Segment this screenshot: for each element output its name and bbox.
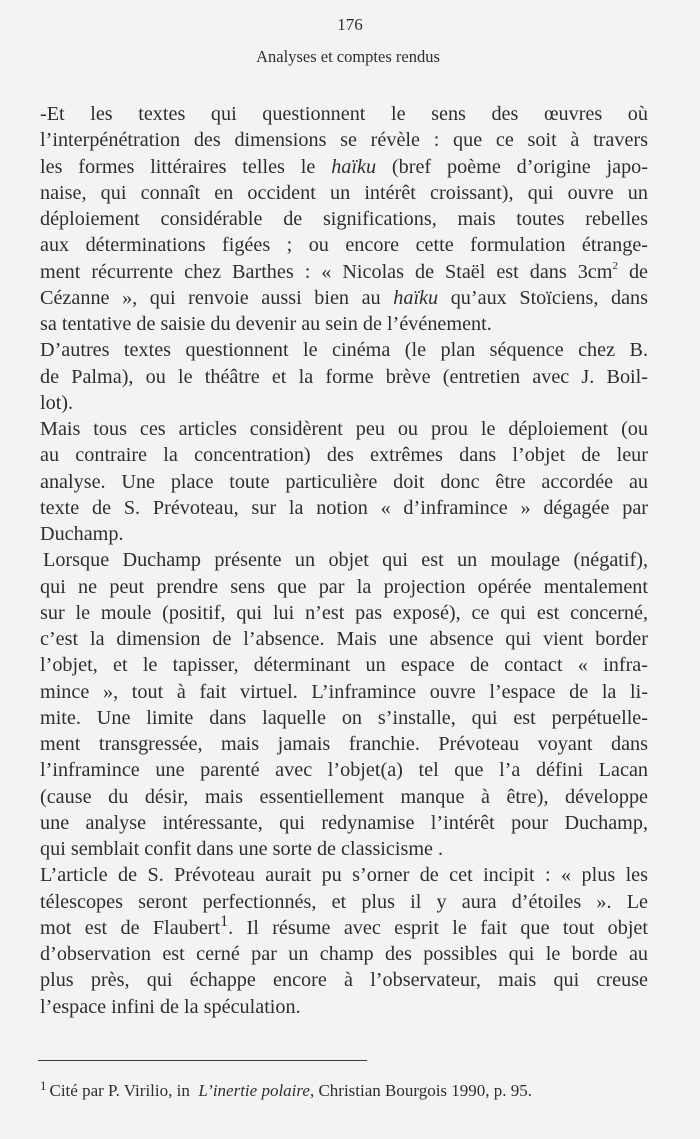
text-line (40, 652, 648, 678)
footnote (40, 1080, 660, 1102)
text-segment: L’article de S. Prévoteau aurait pu s’orner de cet incipit : « plus les (40, 864, 648, 887)
footnote-marker: 1 (40, 1078, 47, 1093)
text-segment: qui semblait confit dans une sorte de classicisme . (40, 838, 444, 860)
text-segment: Lorsque Duchamp présente un objet qui est un moulage (négatif), (43, 549, 648, 572)
footnote-book-title: L’inertie polaire (198, 1081, 310, 1100)
text-line (40, 889, 648, 915)
text-segment: lot). (40, 391, 74, 414)
body-text (40, 101, 648, 1020)
superscript: 2 (612, 259, 618, 272)
text-segment: qu’aux Stoïciens, dans (438, 286, 648, 309)
text-line (40, 206, 648, 232)
text-segment: mot est de Flaubert (40, 916, 221, 939)
text-line (40, 311, 648, 337)
running-head: Analyses et comptes rendus (256, 47, 440, 66)
text-segment: l’espace infini de la spéculation. (40, 995, 301, 1018)
text-line (40, 285, 648, 311)
text-segment: l’inframince une parenté avec l’objet(a) tel que l’a défini Lacan (40, 759, 648, 782)
text-line (40, 337, 648, 363)
text-line (40, 127, 648, 153)
text-line (40, 232, 648, 258)
text-segment: D’autres textes questionnent le cinéma (le plan séquence chez B. (40, 339, 648, 362)
text-segment: de (617, 260, 648, 283)
text-segment: texte de S. Prévoteau, sur la notion « d’inframince » dégagée par (40, 496, 648, 519)
italic-term: haïku (331, 155, 377, 178)
text-line (40, 547, 648, 573)
text-segment: . Il résume avec esprit le fait que tout objet (228, 916, 648, 939)
text-line (40, 757, 648, 783)
text-line (40, 180, 648, 206)
text-segment: (bref poème d’origine japo- (376, 155, 648, 178)
text-line (40, 626, 648, 652)
text-segment: plus près, qui échappe encore à l’observateur, mais qui creuse (40, 969, 648, 992)
footnote-reference: 1 (220, 912, 229, 930)
text-segment: analyse. Une place toute particulière doit donc être accordée au (40, 470, 648, 493)
text-segment: Cézanne », qui renvoie aussi bien au (40, 286, 394, 309)
text-line (40, 154, 648, 180)
text-segment: les formes littéraires telles le (40, 155, 332, 178)
text-segment: ment transgressée, mais jamais franchie. Prévoteau voyant dans (40, 733, 648, 755)
text-line (40, 967, 648, 993)
text-line (40, 600, 648, 626)
text-line (40, 364, 648, 390)
text-segment: télescopes seront perfectionnés, et plus il y aura d’étoiles ». Le (40, 890, 648, 913)
text-line (40, 390, 648, 416)
text-segment: c’est la dimension de l’absence. Mais une absence qui vient border (40, 628, 648, 650)
text-line (40, 912, 648, 941)
text-line (40, 810, 648, 836)
footnote-text-after: , Christian Bourgois 1990, p. 95. (309, 1081, 533, 1100)
footnote-separator (38, 1060, 367, 1061)
text-segment: qui ne peut prendre sens que par la projection opérée mentalement (40, 575, 648, 598)
text-segment: au contraire la concentration) des extrêmes dans l’objet de leur (40, 444, 648, 467)
text-segment: aux déterminations figées ; ou encore cette formulation étrange- (40, 234, 648, 257)
text-segment: ment récurrente chez Barthes : « Nicolas de Staël est dans 3cm (40, 260, 613, 283)
page-number: 176 (337, 15, 363, 34)
text-segment: l’interpénétration des dimensions se révèle : que ce soit à travers (40, 129, 648, 152)
text-line (40, 679, 648, 705)
text-segment: Mais tous ces articles considèrent peu ou prou le déploiement (ou (40, 418, 648, 440)
text-line (40, 101, 648, 127)
text-segment: sa tentative de saisie du devenir au sein de l’événement. (40, 313, 492, 335)
text-segment: une analyse intéressante, qui redynamise l’intérêt pour Duchamp, (40, 811, 648, 834)
text-line (40, 574, 648, 600)
text-line (40, 442, 648, 468)
text-segment: déploiement considérable de significations, mais toutes rebelles (40, 208, 648, 230)
text-line (40, 941, 648, 967)
text-segment: sur le moule (positif, qui lui n’est pas exposé), ce qui est concerné, (40, 601, 648, 624)
text-line (40, 836, 648, 862)
text-segment: -Et les textes qui questionnent le sens des œuvres où (40, 103, 648, 125)
text-line (40, 862, 648, 888)
text-segment: mince », tout à fait virtuel. L’inframince ouvre l’espace de la li- (40, 680, 648, 703)
text-line (40, 416, 648, 442)
text-line (40, 495, 648, 521)
text-line (40, 994, 648, 1020)
italic-term: haïku (393, 286, 439, 309)
footnote-text-before: Cité par P. Virilio, in (49, 1081, 199, 1100)
text-line (40, 259, 648, 285)
text-segment: (cause du désir, mais essentiellement manque à être), développe (40, 785, 648, 808)
text-segment: naise, qui connaît en occident un intérêt croissant), qui ouvre un (40, 181, 648, 204)
text-segment: l’objet, et le tapisser, déterminant un espace de contact « infra- (40, 654, 648, 677)
text-line (40, 521, 648, 547)
text-line (40, 469, 648, 495)
text-line (40, 705, 648, 731)
text-segment: mite. Une limite dans laquelle on s’installe, qui est perpétuelle- (40, 706, 648, 729)
text-segment: de Palma), ou le théâtre et la forme brève (entretien avec J. Boil- (40, 365, 648, 388)
text-line (40, 784, 648, 810)
text-segment: d’observation est cerné par un champ des possibles qui le borde au (40, 943, 648, 965)
text-line (40, 731, 648, 757)
text-segment: Duchamp. (40, 523, 124, 545)
